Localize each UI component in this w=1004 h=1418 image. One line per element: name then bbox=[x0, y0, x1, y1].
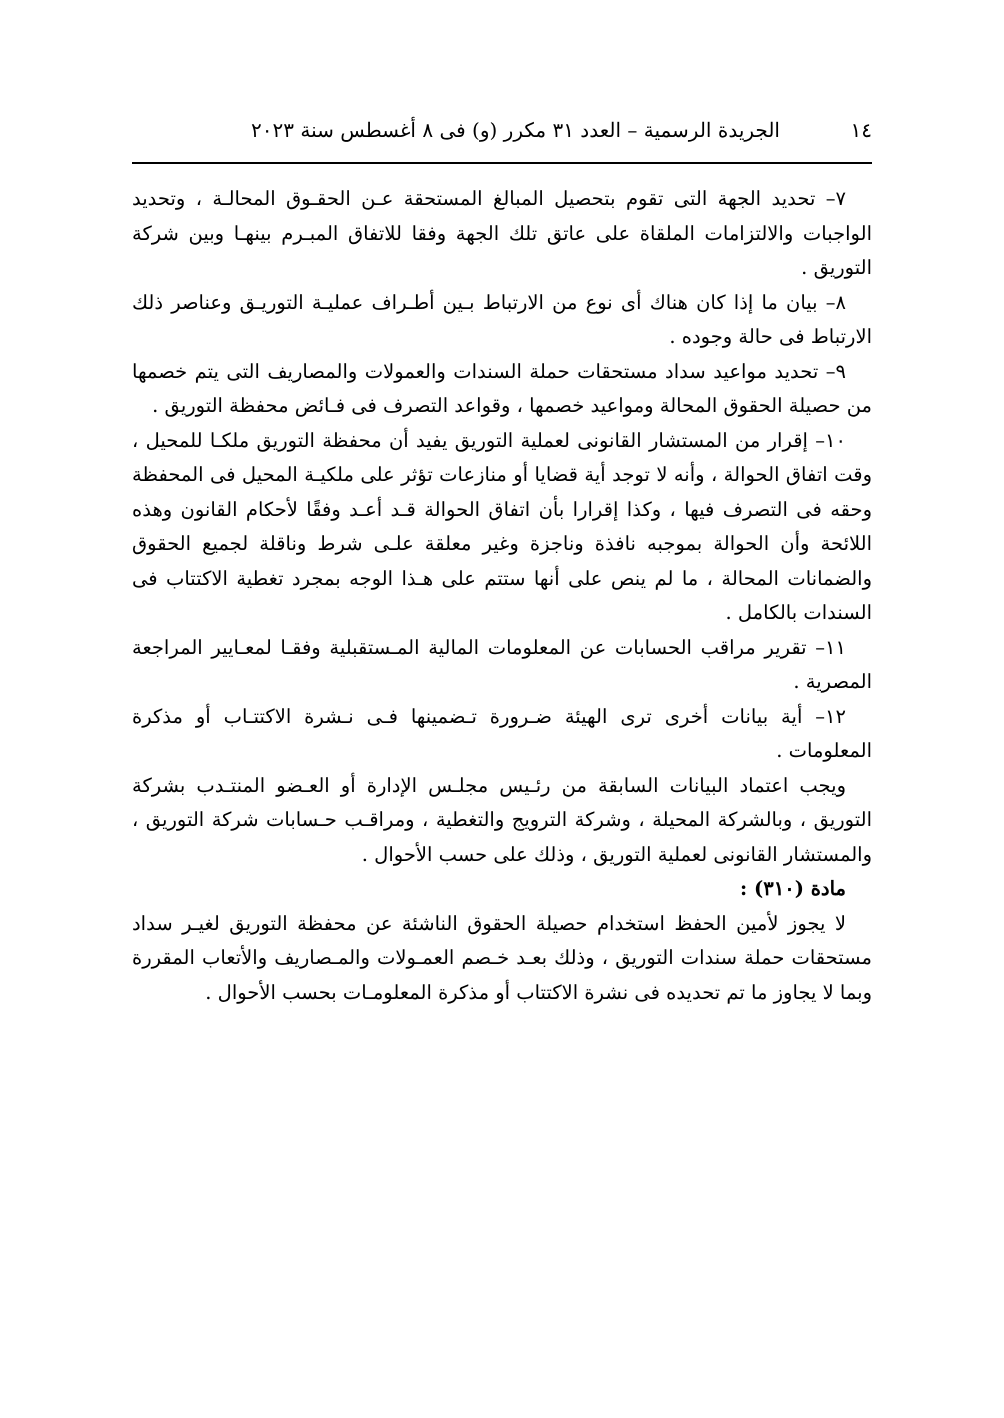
paragraph-item-8: ٨– بيان ما إذا كان هناك أى نوع من الارتباط بـين أطـراف عمليـة التوريـق وعناصر ذلك الارتباط فى حالة وجوده . bbox=[132, 290, 872, 348]
paragraph-item-9: ٩– تحديد مواعيد سداد مستحقات حملة السندات والعمولات والمصاريف التى يتم خصمها من حصيلة الحقوق المحالة ومواعيد خصمها ، وقواعد التصرف فى فـائض محفظة التوريق . bbox=[132, 359, 872, 417]
article-heading: مادة (٣١٠) : bbox=[740, 877, 846, 900]
paragraph-item-11: ١١– تقرير مراقب الحسابات عن المعلومات المالية المـستقبلية وفقـا لمعـايير المراجعة المصرية . bbox=[132, 635, 872, 693]
approval-paragraph: ويجب اعتماد البيانات السابقة من رئـيس مجلـس الإدارة أو العـضو المنتـدب بشركة التوريق ، وبالشركة المحيلة ، وشركة الترويج والتغطية ، ومراقـب حـسابات شركة التوريق ، والمستشار القانونى لعملية التوريق ، وذلك على حسب الأحوال . bbox=[132, 773, 872, 866]
paragraph-item-7: ٧– تحديد الجهة التى تقوم بتحصيل المبالغ المستحقة عـن الحقـوق المحالـة ، وتحديد الواجبات والالتزامات الملقاة على عاتق تلك الجهة وفقا للاتفاق المبـرم بينهـا وبين شركة التوريق . bbox=[132, 187, 872, 279]
paragraph-item-12: ١٢– أية بيانات أخرى ترى الهيئة ضـرورة تـضمينها فـى نـشرة الاكتتـاب أو مذكرة المعلومات . bbox=[132, 704, 872, 762]
page-number: ١٤ bbox=[850, 118, 872, 142]
document-body bbox=[132, 182, 872, 1010]
page-header bbox=[132, 118, 872, 150]
article-body: لا يجوز لأمين الحفظ استخدام حصيلة الحقوق الناشئة عن محفظة التوريق لغيـر سداد مستحقات حملة سندات التوريق ، وذلك بعـد خـصم العمـولات والمـصاريف والأتعاب المقررة وبما لا يجاوز ما تم تحديده فى نشرة الاكتتاب أو مذكرة المعلومـات بحسب الأحوال . bbox=[132, 911, 872, 1004]
gazette-title: الجريدة الرسمية – العدد ٣١ مكرر (و) فى ٨ أغسطس سنة ٢٠٢٣ bbox=[251, 118, 780, 142]
header-divider bbox=[132, 162, 872, 164]
paragraph-item-10: ١٠– إقرار من المستشار القانونى لعملية التوريق يفيد أن محفظة التوريق ملكـا للمحيل ، وقت اتفاق الحوالة ، وأنه لا توجد أية قضايا أو منازعات تؤثر على ملكيـة المحيل فى المحفظة وحقه فى التصرف فيها ، وكذا إقرارا بأن اتفاق الحوالة قـد أعـد وفقًا لأحكام القانون وهذه اللائحة وأن الحوالة بموجبه نافذة وناجزة وغير معلقة علـى شرط وناقلة لجميع الحقوق والضمانات المحالة ، ما لم ينص على أنها ستتم على هـذا الوجه بمجرد تغطية الاكتتاب فى السندات بالكامل . bbox=[132, 428, 872, 624]
